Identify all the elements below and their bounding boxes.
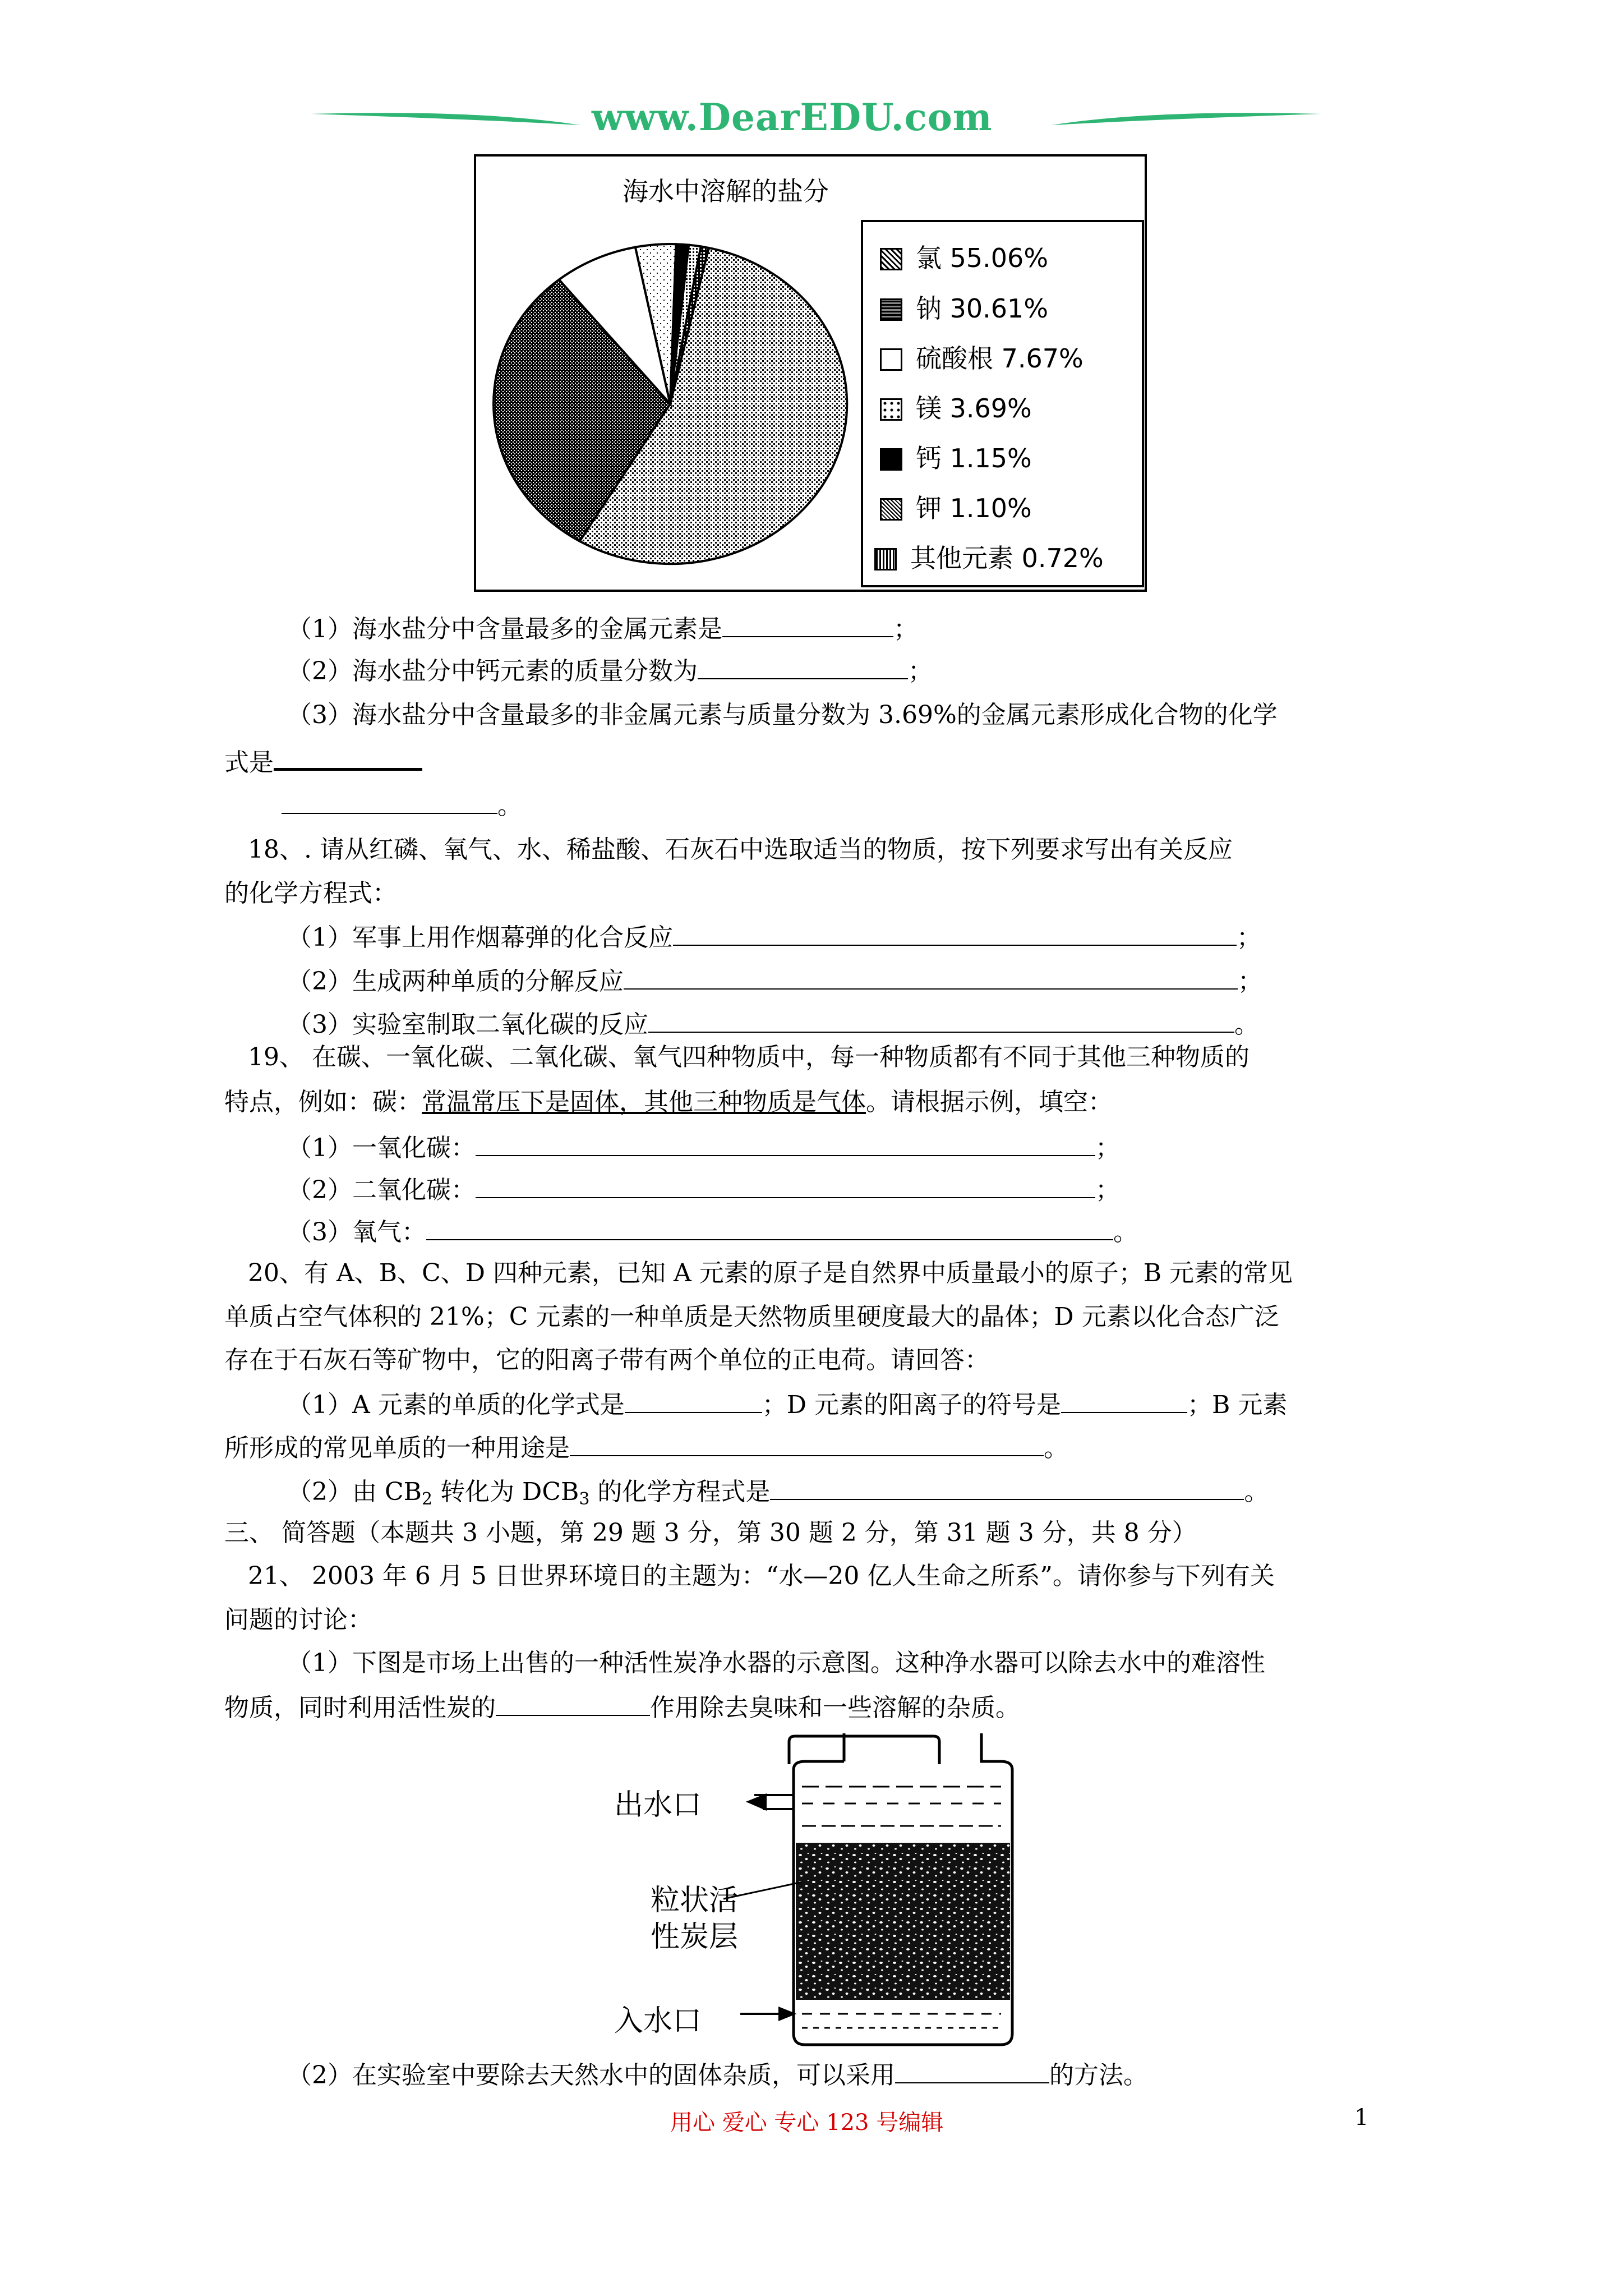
carbon-layer bbox=[796, 1843, 1010, 2000]
q19-example: 常温常压下是固体，其他三种物质是气体 bbox=[422, 1088, 866, 1116]
swatch-magnesium bbox=[880, 398, 902, 421]
swatch-potassium bbox=[880, 498, 902, 521]
q19-stem-line2 bbox=[224, 1085, 1113, 1119]
q20-blank2[interactable] bbox=[1061, 1387, 1187, 1413]
q17-part2-text: （2）海水盐分中钙元素的质量分数为 bbox=[287, 657, 698, 685]
legend-label: 其他元素 bbox=[910, 543, 1013, 573]
q19-part3-text: （3）氧气： bbox=[287, 1218, 426, 1246]
q20-part1-text: （1）A 元素的单质的化学式是 bbox=[287, 1391, 625, 1419]
q20-blank1[interactable] bbox=[625, 1387, 762, 1413]
carbon-label-line2: 性炭层 bbox=[651, 1920, 739, 1954]
q19-part3-end: 。 bbox=[1113, 1218, 1138, 1246]
swatch-sulfate bbox=[880, 348, 902, 371]
q18-part1 bbox=[287, 920, 1261, 955]
footer-text: 用心 爱心 专心 123 号编辑 bbox=[670, 2110, 944, 2136]
q18-part1-text: （1）军事上用作烟幕弹的化合反应 bbox=[287, 923, 673, 952]
q20-part1-text-b: ；D 元素的阳离子的符号是 bbox=[762, 1391, 1062, 1419]
q20-part1-line2 bbox=[224, 1430, 1068, 1465]
q17-part1-end: ； bbox=[893, 615, 918, 643]
q21-part1-line2 bbox=[224, 1690, 1020, 1725]
legend-item-sulfate bbox=[880, 338, 1083, 375]
q17-blank1[interactable] bbox=[722, 611, 893, 637]
q17-part3-line2 bbox=[224, 743, 422, 780]
q20-part2 bbox=[287, 1474, 1269, 1516]
swatch-other bbox=[874, 548, 897, 570]
legend-value: 0.72% bbox=[1021, 543, 1104, 573]
q20-part1-end: 。 bbox=[1044, 1434, 1068, 1462]
pie-chart bbox=[491, 241, 850, 567]
legend-label: 钠 bbox=[916, 293, 942, 324]
q17-part1 bbox=[287, 611, 918, 646]
q20-part2-text-c: 的化学方程式是 bbox=[589, 1478, 771, 1506]
q17-part2 bbox=[287, 654, 933, 688]
legend-value: 1.15% bbox=[949, 443, 1032, 473]
q19-stem-text: 特点，例如：碳： bbox=[224, 1088, 422, 1116]
q20-line1: 20、有 A、B、C、D 四种元素，已知 A 元素的原子是自然界中质量最小的原子；B 元素的常见 bbox=[248, 1259, 1293, 1287]
q18-stem-line1: 18、. 请从红磷、氧气、水、稀盐酸、石灰石中选取适当的物质，按下列要求写出有关反应 bbox=[248, 835, 1233, 864]
q18-blank3[interactable] bbox=[648, 1007, 1234, 1033]
q17-part3-line1: （3）海水盐分中含量最多的非金属元素与质量分数为 3.69%的金属元素形成化合物的化学 bbox=[287, 701, 1278, 729]
q20-line3: 存在于石灰石等矿物中，它的阳离子带有两个单位的正电荷。请回答： bbox=[224, 1346, 989, 1374]
q20-subscript-2: 2 bbox=[421, 1489, 433, 1509]
q19-part1 bbox=[287, 1130, 1120, 1165]
q17-part3-end: 。 bbox=[497, 792, 522, 820]
q19-part2-end: ； bbox=[1095, 1176, 1120, 1204]
q21-part2-text: （2）在实验室中要除去天然水中的固体杂质，可以采用 bbox=[287, 2061, 895, 2090]
q20-part2-end: 。 bbox=[1244, 1478, 1269, 1506]
q19-blank3[interactable] bbox=[426, 1214, 1113, 1240]
legend-label: 钾 bbox=[916, 493, 942, 523]
legend-item-potassium bbox=[880, 488, 1032, 525]
q17-part1-text: （1）海水盐分中含量最多的金属元素是 bbox=[287, 615, 722, 643]
q17-part3-line3 bbox=[282, 788, 522, 823]
q20-part2-text: （2）由 CB bbox=[287, 1478, 422, 1506]
site-name[interactable]: www.DearEDU.com bbox=[592, 95, 993, 139]
q20-part1 bbox=[287, 1387, 1287, 1422]
swatch-calcium bbox=[880, 448, 902, 471]
legend-item-magnesium bbox=[880, 388, 1032, 425]
q20-blank4[interactable] bbox=[770, 1474, 1244, 1500]
q18-blank1[interactable] bbox=[673, 920, 1237, 946]
legend-label: 钙 bbox=[916, 443, 942, 473]
q19-part3 bbox=[287, 1214, 1138, 1249]
q20-line2: 单质占空气体积的 21%；C 元素的一种单质是天然物质里硬度最大的晶体；D 元素以化合态广泛 bbox=[224, 1303, 1279, 1331]
q19-part1-end: ； bbox=[1095, 1134, 1120, 1162]
q20-part1-text-c: ；B 元素 bbox=[1187, 1391, 1288, 1419]
q18-blank2[interactable] bbox=[624, 964, 1238, 990]
q18-part3 bbox=[287, 1007, 1259, 1042]
q18-part2-end: ； bbox=[1238, 967, 1262, 996]
q19-blank1[interactable] bbox=[476, 1130, 1095, 1156]
q18-part3-end: 。 bbox=[1234, 1010, 1259, 1039]
q17-blank3b[interactable] bbox=[282, 788, 497, 814]
legend-item-other bbox=[874, 538, 1104, 575]
q18-part1-end: ； bbox=[1237, 923, 1261, 952]
q18-part3-text: （3）实验室制取二氧化碳的反应 bbox=[287, 1010, 648, 1039]
chart-title: 海水中溶解的盐分 bbox=[623, 176, 829, 206]
q21-line2: 问题的讨论： bbox=[224, 1605, 372, 1634]
legend-value: 30.61% bbox=[949, 293, 1049, 324]
q20-part2-text-b: 转化为 DCB bbox=[432, 1478, 579, 1506]
legend-value: 7.67% bbox=[1001, 343, 1083, 374]
q17-part2-end: ； bbox=[908, 657, 933, 685]
carbon-label-line1: 粒状活 bbox=[651, 1884, 739, 1917]
q21-part2 bbox=[287, 2058, 1148, 2092]
q18-part2-text: （2）生成两种单质的分解反应 bbox=[287, 967, 624, 996]
q19-part1-text: （1）一氧化碳： bbox=[287, 1134, 476, 1162]
swatch-chlorine bbox=[880, 248, 902, 270]
q17-part3-label: 式是 bbox=[224, 748, 274, 777]
legend-item-chlorine bbox=[880, 238, 1048, 275]
q21-part1-text-end: 作用除去臭味和一些溶解的杂质。 bbox=[650, 1694, 1020, 1722]
legend-item-sodium bbox=[880, 288, 1048, 325]
inlet-label: 入水口 bbox=[614, 2004, 702, 2038]
q17-blank2[interactable] bbox=[698, 654, 908, 679]
legend-value: 55.06% bbox=[949, 243, 1049, 273]
q19-stem-line1: 19、 在碳、一氧化碳、二氧化碳、氧气四种物质中，每一种物质都有不同于其他三种物质的 bbox=[248, 1043, 1249, 1071]
q20-subscript-3: 3 bbox=[579, 1489, 590, 1509]
chart-legend bbox=[861, 220, 1144, 587]
section3-title: 三、 简答题（本题共 3 小题，第 29 题 3 分，第 30 题 2 分，第 31 题 3 分，共 8 分） bbox=[224, 1519, 1197, 1547]
q21-blank1[interactable] bbox=[496, 1690, 650, 1716]
q21-line1: 21、 2003 年 6 月 5 日世界环境日的主题为：“水—20 亿人生命之所系”。请你参与下列有关 bbox=[248, 1562, 1275, 1590]
legend-label: 硫酸根 bbox=[916, 343, 993, 374]
legend-value: 3.69% bbox=[949, 393, 1032, 424]
q20-blank3[interactable] bbox=[570, 1430, 1044, 1456]
q19-part2 bbox=[287, 1172, 1120, 1207]
q21-blank2[interactable] bbox=[895, 2058, 1049, 2083]
q18-stem-line2: 的化学方程式： bbox=[224, 879, 397, 908]
legend-value: 1.10% bbox=[949, 493, 1032, 523]
q21-part1-line1: （1）下图是市场上出售的一种活性炭净水器的示意图。这种净水器可以除去水中的难溶性 bbox=[287, 1649, 1265, 1677]
legend-label: 镁 bbox=[916, 393, 942, 424]
legend-item-calcium bbox=[880, 438, 1032, 475]
q21-part1-text: 物质，同时利用活性炭的 bbox=[224, 1694, 496, 1722]
q19-stem-text-end: 。请根据示例，填空： bbox=[866, 1088, 1113, 1116]
swatch-sodium bbox=[880, 298, 902, 321]
inlet-pipe bbox=[740, 2008, 794, 2019]
q20-part1-text-d: 所形成的常见单质的一种用途是 bbox=[224, 1434, 570, 1462]
q18-part2 bbox=[287, 964, 1262, 999]
q19-blank2[interactable] bbox=[476, 1172, 1095, 1198]
q19-part2-text: （2）二氧化碳： bbox=[287, 1176, 476, 1204]
q17-blank3a[interactable] bbox=[274, 743, 422, 771]
page-number: 1 bbox=[1354, 2105, 1369, 2131]
q21-part2-text-end: 的方法。 bbox=[1049, 2061, 1148, 2090]
outlet-label: 出水口 bbox=[614, 1788, 702, 1822]
outlet-pipe bbox=[749, 1795, 794, 1809]
legend-label: 氯 bbox=[916, 243, 942, 273]
